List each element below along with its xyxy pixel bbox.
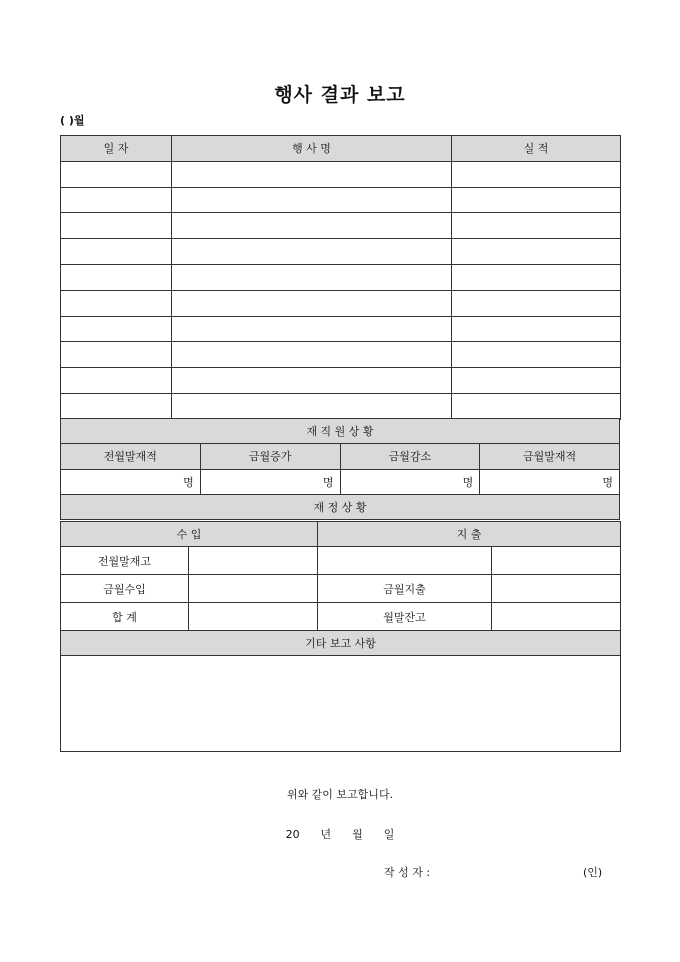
staff-section-row: [61, 419, 620, 444]
event-result-cell[interactable]: [452, 187, 621, 213]
finance-row-label: 월말잔고: [318, 603, 492, 631]
event-result-cell[interactable]: [452, 393, 621, 419]
header-event-name: 행 사 명: [172, 136, 452, 162]
month-label: ( )월: [60, 114, 85, 127]
event-row: [61, 368, 621, 394]
finance-value-cell[interactable]: [189, 575, 318, 603]
unit-label: 명: [462, 475, 474, 489]
event-result-cell[interactable]: [452, 213, 621, 239]
finance-table: [60, 521, 621, 752]
event-name-cell[interactable]: [172, 213, 452, 239]
event-result-cell[interactable]: [452, 316, 621, 342]
event-date-cell[interactable]: [61, 213, 172, 239]
unit-label: 명: [183, 475, 194, 489]
staff-table: [60, 418, 620, 520]
finance-row: [61, 603, 621, 631]
event-date-cell[interactable]: [61, 161, 172, 187]
finance-value-cell[interactable]: [492, 547, 621, 575]
other-section-row: [61, 631, 621, 656]
event-result-cell[interactable]: [452, 239, 621, 265]
finance-value-cell[interactable]: [189, 547, 318, 575]
event-row: [61, 161, 621, 187]
header-prev-month-staff: 전월말재적: [61, 444, 201, 469]
month-decrease-cell[interactable]: [340, 469, 480, 494]
finance-row-label: 금월수입: [61, 575, 189, 603]
finance-row-label: 금월지출: [318, 575, 492, 603]
event-date-cell[interactable]: [61, 264, 172, 290]
staff-section-title: 재 직 원 상 황: [61, 419, 620, 444]
event-name-cell[interactable]: [172, 290, 452, 316]
other-section-title: 기타 보고 사항: [61, 631, 621, 656]
finance-header-row: [61, 522, 621, 547]
finance-section-row: [61, 494, 620, 519]
event-name-cell[interactable]: [172, 368, 452, 394]
event-row: [61, 290, 621, 316]
event-row: [61, 187, 621, 213]
event-row: [61, 213, 621, 239]
expense-header: 지 출: [318, 522, 621, 547]
event-row: [61, 316, 621, 342]
finance-row: [61, 547, 621, 575]
staff-header-row: [61, 444, 620, 469]
header-date: 일 자: [61, 136, 172, 162]
event-name-cell[interactable]: [172, 316, 452, 342]
staff-value-row: [61, 469, 620, 494]
writer-label: 작 성 자 :: [384, 866, 431, 879]
income-header: 수 입: [61, 522, 318, 547]
header-month-decrease: 금월감소: [340, 444, 480, 469]
date-line: 20 년 월 일: [285, 828, 395, 841]
event-result-cell[interactable]: [452, 290, 621, 316]
finance-section-title: 재 정 상 황: [61, 494, 620, 519]
finance-value-cell[interactable]: [189, 603, 318, 631]
unit-label: 명: [602, 475, 613, 489]
event-date-cell[interactable]: [61, 290, 172, 316]
finance-row-label: 전월말재고: [61, 547, 189, 575]
event-name-cell[interactable]: [172, 187, 452, 213]
event-row: [61, 264, 621, 290]
event-row: [61, 239, 621, 265]
event-name-cell[interactable]: [172, 264, 452, 290]
event-result-cell[interactable]: [452, 264, 621, 290]
event-date-cell[interactable]: [61, 393, 172, 419]
report-statement: 위와 같이 보고합니다.: [286, 788, 394, 801]
finance-row-label: 합 계: [61, 603, 189, 631]
prev-month-staff-cell[interactable]: [61, 469, 201, 494]
event-name-cell[interactable]: [172, 342, 452, 368]
event-result-cell[interactable]: [452, 368, 621, 394]
events-header-row: [61, 136, 621, 162]
finance-value-cell[interactable]: [492, 575, 621, 603]
month-end-staff-cell[interactable]: [480, 469, 620, 494]
header-result: 실 적: [452, 136, 621, 162]
event-date-cell[interactable]: [61, 368, 172, 394]
event-result-cell[interactable]: [452, 342, 621, 368]
event-row: [61, 342, 621, 368]
event-date-cell[interactable]: [61, 239, 172, 265]
event-name-cell[interactable]: [172, 161, 452, 187]
other-memo-area[interactable]: [61, 656, 621, 752]
page-title: 행사 결과 보고: [274, 84, 406, 106]
event-date-cell[interactable]: [61, 187, 172, 213]
events-table: [60, 135, 621, 420]
event-row: [61, 393, 621, 419]
finance-row-label: [318, 547, 492, 575]
seal-label: (인): [583, 866, 603, 879]
event-date-cell[interactable]: [61, 316, 172, 342]
unit-label: 명: [322, 475, 334, 489]
event-result-cell[interactable]: [452, 161, 621, 187]
header-month-end-staff: 금월말재적: [480, 444, 620, 469]
event-name-cell[interactable]: [172, 239, 452, 265]
finance-row: [61, 575, 621, 603]
month-increase-cell[interactable]: [200, 469, 340, 494]
header-month-increase: 금월증가: [200, 444, 340, 469]
event-name-cell[interactable]: [172, 393, 452, 419]
finance-value-cell[interactable]: [492, 603, 621, 631]
other-memo-row: [61, 656, 621, 752]
event-date-cell[interactable]: [61, 342, 172, 368]
